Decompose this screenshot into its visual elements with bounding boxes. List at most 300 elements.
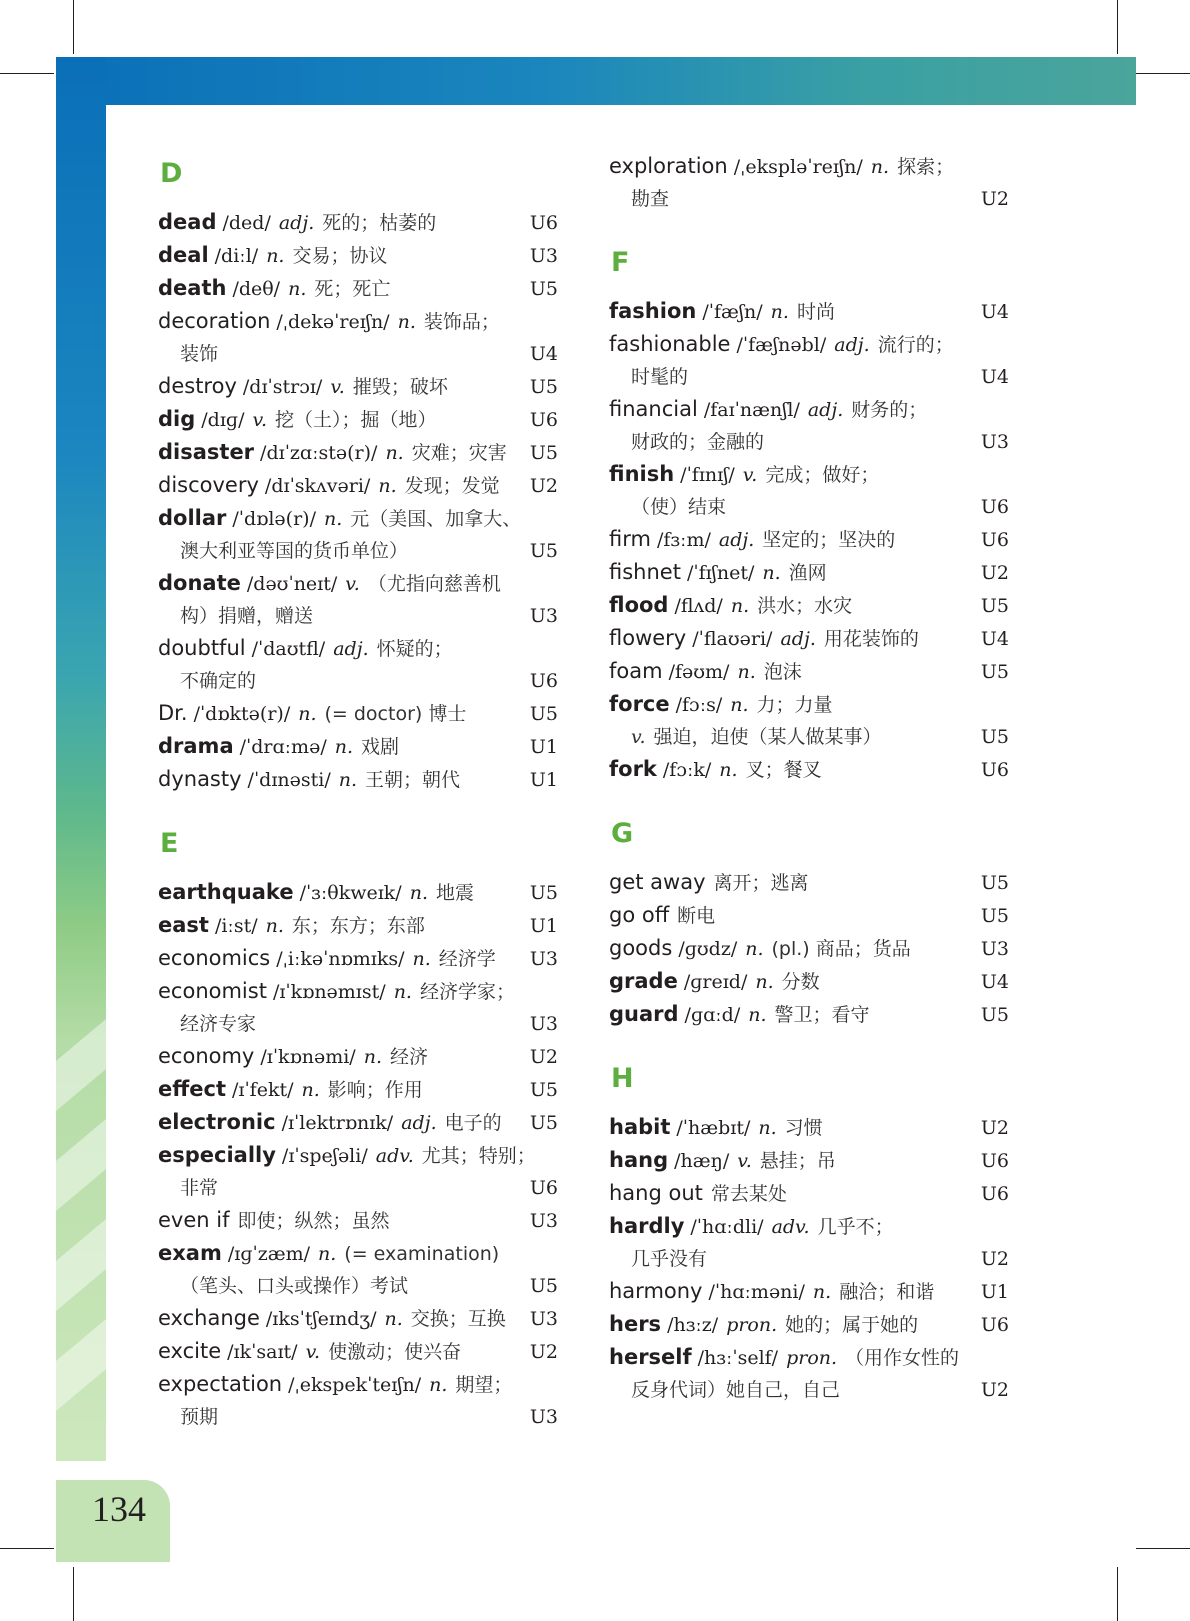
entry-part-of-speech: adj. (278, 212, 315, 234)
entry-unit: U3 (529, 605, 558, 627)
entry-unit: U6 (980, 1314, 1009, 1336)
entry-line (609, 688, 971, 721)
glossary-entry (158, 305, 558, 370)
entry-unit: U5 (980, 595, 1009, 617)
entry-unit: U6 (980, 1183, 1009, 1205)
entry-word: even if (158, 1208, 230, 1232)
entry-unit: U6 (529, 212, 558, 234)
entry-definition: (= doctor) 博士 (324, 703, 467, 725)
entry-definition: 用花装饰的 (823, 628, 919, 650)
entry-word: finish (609, 462, 675, 486)
glossary-entry (609, 1210, 1009, 1275)
entry-definition: 非常 (180, 1177, 219, 1199)
entry-line (609, 295, 971, 328)
glossary-entry (609, 622, 1009, 655)
entry-definition: 地震 (436, 882, 475, 904)
entry-part-of-speech: n. (762, 562, 781, 584)
glossary-entry (158, 567, 558, 632)
entry-definition: 即使；纵然；虽然 (237, 1210, 390, 1232)
entry-phonetic: /ˈdɒlə(r)/ (232, 508, 316, 530)
entry-word: especially (158, 1143, 276, 1167)
entry-unit: U3 (529, 1013, 558, 1035)
entry-word: hers (609, 1312, 662, 1336)
glossary-entry (158, 876, 558, 909)
glossary-entry (158, 1073, 558, 1106)
entry-part-of-speech: n. (412, 948, 431, 970)
entry-phonetic: /dəʊˈneɪt/ (246, 573, 338, 595)
entry-word: financial (609, 397, 698, 421)
entry-line (158, 436, 520, 469)
glossary-entry (609, 150, 1009, 215)
letter-section (158, 158, 558, 796)
entry-word: hardly (609, 1214, 685, 1238)
entry-definition: 完成；做好； (765, 464, 880, 486)
entry-phonetic: /ɪkˈsaɪt/ (227, 1341, 298, 1363)
entry-line (158, 567, 520, 600)
entry-word: force (609, 692, 670, 716)
entry-part-of-speech: adj. (401, 1112, 437, 1134)
entry-definition-continued (609, 361, 971, 393)
entry-word: guard (609, 1002, 679, 1026)
entry-unit: U5 (529, 442, 558, 464)
header-bar (56, 57, 1136, 105)
entry-definition: 探索； (897, 156, 955, 178)
entry-part-of-speech: n. (384, 1308, 403, 1330)
entry-line (609, 150, 971, 183)
entry-part-of-speech: pron. (786, 1347, 838, 1369)
entry-unit: U1 (980, 1281, 1009, 1303)
entry-definition: （尤指向慈善机 (367, 573, 501, 595)
entry-line (158, 370, 520, 403)
glossary-entry (609, 899, 1009, 932)
entry-line (158, 876, 520, 909)
entry-definition: 时髦的 (631, 366, 689, 388)
section-letter: F (611, 247, 630, 278)
glossary-entry (158, 436, 558, 469)
entry-phonetic: /ˈhɑːməni/ (708, 1281, 805, 1303)
entry-phonetic: /ˌekspekˈteɪʃn/ (288, 1374, 422, 1396)
glossary-entry (609, 589, 1009, 622)
entry-phonetic: /dɪˈskʌvəri/ (264, 475, 371, 497)
entry-phonetic: /ɡreɪd/ (683, 971, 748, 993)
glossary-entry (158, 942, 558, 975)
entry-line (609, 328, 971, 361)
entry-definition: 装饰品； (423, 311, 500, 333)
crop-mark (1136, 73, 1190, 74)
entry-line (609, 622, 971, 655)
entry-line (609, 899, 971, 932)
glossary-entry (158, 763, 558, 796)
entry-definition: 洪水；水灾 (757, 595, 853, 617)
glossary-entry (158, 1368, 558, 1433)
entry-definition: 时尚 (796, 301, 835, 323)
entry-part-of-speech: n. (298, 703, 317, 725)
entry-definition: 构）捐赠，赠送 (180, 605, 314, 627)
entry-unit: U2 (980, 188, 1009, 210)
entry-part-of-speech: adj. (834, 334, 870, 356)
glossary-entry (609, 932, 1009, 965)
entry-unit: U2 (529, 1046, 558, 1068)
entry-line (158, 1204, 520, 1237)
entry-word: flood (609, 593, 669, 617)
entry-phonetic: /ɡʊdz/ (678, 938, 738, 960)
entry-unit: U4 (529, 343, 558, 365)
entry-phonetic: /ˈhæbɪt/ (676, 1117, 751, 1139)
entry-word: flowery (609, 626, 687, 650)
entry-definition: （笔头、口头或操作）考试 (180, 1275, 409, 1297)
entry-unit: U2 (980, 1248, 1009, 1270)
entry-unit: U5 (980, 726, 1009, 748)
entry-line (158, 1237, 520, 1270)
entry-line (158, 1368, 520, 1401)
entry-definition: 财政的；金融的 (631, 431, 765, 453)
entry-line (609, 1111, 971, 1144)
entry-phonetic: /fɔːk/ (662, 759, 712, 781)
entry-phonetic: /ɡɑːd/ (684, 1004, 741, 1026)
entry-definition-continued (158, 1270, 520, 1302)
entry-definition: 经济学 (438, 948, 496, 970)
entry-part-of-speech: n. (730, 595, 750, 617)
entry-definition: 习惯 (784, 1117, 823, 1139)
entry-phonetic: /faɪˈnænʃl/ (703, 399, 800, 421)
entry-part-of-speech: n. (334, 736, 354, 758)
entry-word: discovery (158, 473, 259, 497)
entry-part-of-speech: n. (397, 311, 416, 333)
entry-definition-continued (158, 535, 520, 567)
entry-definition: 交易；协议 (292, 245, 388, 267)
entry-definition: 悬挂；吊 (759, 1150, 836, 1172)
entry-unit: U6 (980, 759, 1009, 781)
entry-line (158, 1302, 520, 1335)
glossary-entry (158, 909, 558, 942)
glossary-entry (158, 1237, 558, 1302)
entry-phonetic: /ˈfɪʃnet/ (686, 562, 755, 584)
entry-word: economics (158, 946, 271, 970)
entry-unit: U1 (529, 915, 558, 937)
entry-part-of-speech: adj. (780, 628, 816, 650)
entry-word: fork (609, 757, 657, 781)
entry-line (609, 1177, 971, 1210)
entry-line (158, 909, 520, 942)
entry-definition: 戏剧 (361, 736, 400, 758)
entry-definition: （使）结束 (631, 496, 727, 518)
entry-part-of-speech: v. (742, 464, 758, 486)
entry-definition: 常去某处 (710, 1183, 787, 1205)
entry-word: exchange (158, 1306, 260, 1330)
entry-part-of-speech: n. (748, 1004, 767, 1026)
glossary-entry (158, 1139, 558, 1204)
entry-definition-continued (158, 1401, 520, 1433)
entry-definition-continued (158, 1008, 520, 1040)
entry-word: expectation (158, 1372, 283, 1396)
section-letter: D (160, 158, 183, 189)
entry-phonetic: /fəʊm/ (668, 661, 730, 683)
glossary-entry (158, 469, 558, 502)
entry-phonetic: /fɔːs/ (675, 694, 723, 716)
entry-unit: U5 (529, 1275, 558, 1297)
entry-unit: U6 (529, 1177, 558, 1199)
glossary-entry (158, 206, 558, 239)
entry-phonetic: /ˈfæʃnəbl/ (736, 334, 827, 356)
entry-part-of-speech: n. (318, 1243, 337, 1265)
entry-unit: U5 (529, 1079, 558, 1101)
glossary-entry (609, 458, 1009, 523)
entry-part-of-speech: n. (812, 1281, 832, 1303)
entry-unit: U2 (529, 475, 558, 497)
entry-part-of-speech: n. (758, 1117, 777, 1139)
entry-line (609, 523, 971, 556)
glossary-entry (609, 523, 1009, 556)
entry-line (158, 305, 520, 338)
entry-word: dead (158, 210, 217, 234)
entry-phonetic: /ˌdekəˈreɪʃn/ (276, 311, 390, 333)
entry-phonetic: /hæŋ/ (674, 1150, 730, 1172)
entry-word: herself (609, 1345, 692, 1369)
entry-part-of-speech: n. (338, 769, 358, 791)
entry-part-of-speech: n. (745, 938, 764, 960)
glossary-entry (158, 239, 558, 272)
glossary-entry (158, 403, 558, 436)
entry-word: decoration (158, 309, 271, 333)
entry-unit: U3 (529, 948, 558, 970)
entry-word: foam (609, 659, 663, 683)
entry-part-of-speech: adv. (771, 1216, 810, 1238)
entry-phonetic: /dɪɡ/ (201, 409, 245, 431)
entry-unit: U4 (980, 628, 1009, 650)
entry-definition: 警卫；看守 (774, 1004, 870, 1026)
entry-unit: U6 (529, 409, 558, 431)
glossary-column-right (609, 150, 1009, 1406)
entry-part-of-speech: n. (409, 882, 428, 904)
entry-phonetic: /ˌekspləˈreɪʃn/ (733, 156, 863, 178)
entry-definition: 不确定的 (180, 670, 257, 692)
entry-phonetic: /ɪɡˈzæm/ (227, 1243, 310, 1265)
entry-line (158, 1040, 520, 1073)
entry-definition: 使激动；使兴奋 (328, 1341, 462, 1363)
glossary-entry (609, 1308, 1009, 1341)
entry-part-of-speech: adv. (375, 1145, 414, 1167)
entry-part-of-speech: n. (755, 971, 774, 993)
entry-unit: U1 (529, 769, 558, 791)
entry-definition: 渔网 (788, 562, 827, 584)
entry-definition: 力；力量 (756, 694, 833, 716)
entry-unit: U6 (980, 496, 1009, 518)
entry-word: fashionable (609, 332, 731, 356)
entry-line (609, 655, 971, 688)
entry-unit: U5 (980, 1004, 1009, 1026)
entry-unit: U2 (529, 1341, 558, 1363)
entry-line (158, 763, 520, 796)
entry-phonetic: /diːl/ (214, 245, 259, 267)
entry-definition-continued (609, 1243, 971, 1275)
entry-word: excite (158, 1339, 222, 1363)
entry-part-of-speech: n. (385, 442, 404, 464)
entry-definition: 几乎没有 (631, 1248, 708, 1270)
entry-line (609, 1210, 971, 1243)
entry-definition: 死的；枯萎的 (322, 212, 437, 234)
entry-definition: 元（美国、加拿大、 (350, 508, 522, 530)
glossary-entry (158, 1335, 558, 1368)
entry-phonetic: /ded/ (222, 212, 271, 234)
entry-phonetic: /ɪˈfekt/ (231, 1079, 294, 1101)
entry-definition: 反身代词）她自己，自己 (631, 1379, 841, 1401)
entry-definition: 融洽；和谐 (839, 1281, 935, 1303)
glossary-entry (158, 632, 558, 697)
entry-unit: U5 (529, 376, 558, 398)
glossary-entry (609, 866, 1009, 899)
glossary-entry (609, 753, 1009, 786)
glossary-entry (609, 1111, 1009, 1144)
entry-definition: 勘查 (631, 188, 670, 210)
entry-word: destroy (158, 374, 237, 398)
entry-line (609, 753, 971, 786)
entry-part-of-speech: n. (719, 759, 738, 781)
glossary-entry (158, 975, 558, 1040)
entry-part-of-speech: v. (345, 573, 360, 595)
entry-unit: U6 (529, 670, 558, 692)
entry-phonetic: /ɪˈkɒnəmi/ (260, 1046, 356, 1068)
glossary-entry (609, 556, 1009, 589)
entry-definition-continued (609, 183, 971, 215)
glossary-column-left (158, 150, 558, 1433)
entry-line (158, 697, 520, 730)
entry-word: disaster (158, 440, 255, 464)
entry-part-of-speech: n. (870, 156, 890, 178)
entry-word: donate (158, 571, 241, 595)
glossary-entry (609, 295, 1009, 328)
entry-definition-continued (158, 338, 520, 370)
glossary-entry (158, 1106, 558, 1139)
glossary-entry (609, 328, 1009, 393)
entry-definition-continued (609, 491, 971, 523)
glossary-entry (158, 1302, 558, 1335)
entry-word: Dr. (158, 701, 188, 725)
entry-unit: U1 (529, 736, 558, 758)
entry-unit: U4 (980, 366, 1009, 388)
entry-definition-continued (158, 1172, 520, 1204)
entry-word: deal (158, 243, 209, 267)
entry-phonetic: /deθ/ (232, 278, 281, 300)
entry-word: doubtful (158, 636, 246, 660)
entry-unit: U3 (529, 1210, 558, 1232)
glossary-entry (158, 272, 558, 305)
entry-part-of-speech: n. (323, 508, 343, 530)
entry-part-of-speech: n. (266, 245, 285, 267)
entry-definition: 怀疑的； (376, 638, 453, 660)
entry-unit: U3 (980, 431, 1009, 453)
crop-mark (1136, 1548, 1190, 1549)
entry-word: go off (609, 903, 670, 927)
entry-unit: U5 (529, 882, 558, 904)
crop-mark (73, 0, 74, 54)
entry-unit: U2 (980, 1379, 1009, 1401)
entry-line (609, 1275, 971, 1308)
entry-definition: 离开；逃离 (713, 872, 809, 894)
entry-part-of-speech: adj. (807, 399, 844, 421)
entry-phonetic: /dɪˈzɑːstə(r)/ (260, 442, 378, 464)
letter-section (609, 1063, 1009, 1406)
entry-line (609, 998, 971, 1031)
entry-definition: 她的；属于她的 (785, 1314, 919, 1336)
entry-line (609, 1341, 971, 1374)
entry-word: east (158, 913, 209, 937)
entry-definition: 发现；发觉 (404, 475, 500, 497)
entry-definition-continued (158, 665, 520, 697)
entry-definition: (pl.) 商品；货品 (771, 938, 911, 960)
glossary-entry (158, 730, 558, 763)
entry-phonetic: /ˈhɑːdli/ (690, 1216, 764, 1238)
glossary-entry (609, 688, 1009, 753)
entry-phonetic: /flʌd/ (674, 595, 723, 617)
entry-definition: 摧毁；破坏 (352, 376, 448, 398)
entry-part-of-speech: v. (631, 726, 646, 748)
entry-word: drama (158, 734, 234, 758)
entry-phonetic: /ˈɜːθkweɪk/ (299, 882, 402, 904)
entry-unit: U3 (529, 1406, 558, 1428)
entry-definition-continued (609, 721, 971, 753)
entry-line (158, 730, 520, 763)
entry-definition-continued (609, 426, 971, 458)
entry-phonetic: /ɪksˈtʃeɪndʒ/ (265, 1308, 377, 1330)
entry-word: electronic (158, 1110, 276, 1134)
entry-part-of-speech: n. (378, 475, 397, 497)
glossary-entry (609, 1275, 1009, 1308)
entry-word: earthquake (158, 880, 294, 904)
section-letter: G (611, 818, 634, 849)
entry-unit: U5 (529, 1112, 558, 1134)
entry-definition: 强迫，迫使（某人做某事） (653, 726, 882, 748)
entry-unit: U5 (529, 278, 558, 300)
entry-word: hang (609, 1148, 669, 1172)
entry-definition: 影响；作用 (327, 1079, 423, 1101)
entry-word: habit (609, 1115, 671, 1139)
entry-line (158, 502, 520, 535)
entry-definition: 坚定的；坚决的 (762, 529, 896, 551)
entry-definition: (= examination) (344, 1243, 500, 1265)
entry-line (609, 965, 971, 998)
entry-phonetic: /ˈfɪnɪʃ/ (680, 464, 735, 486)
crop-mark (1117, 0, 1118, 54)
entry-word: fashion (609, 299, 697, 323)
entry-line (158, 942, 520, 975)
entry-line (158, 1073, 520, 1106)
entry-part-of-speech: v. (305, 1341, 321, 1363)
entry-part-of-speech: v. (737, 1150, 752, 1172)
entry-line (158, 403, 520, 436)
entry-phonetic: /ˈflaʊəri/ (692, 628, 773, 650)
entry-phonetic: /ˌiːkəˈnɒmɪks/ (276, 948, 405, 970)
glossary-entry (609, 655, 1009, 688)
entry-definition: 电子的 (444, 1112, 502, 1134)
glossary-entry (609, 393, 1009, 458)
letter-section (158, 828, 558, 1433)
entry-word: dollar (158, 506, 227, 530)
entry-unit: U5 (980, 661, 1009, 683)
entry-phonetic: /ɪˈlektrɒnɪk/ (281, 1112, 394, 1134)
entry-phonetic: /ɪˈspeʃəli/ (281, 1145, 368, 1167)
entry-word: grade (609, 969, 678, 993)
entry-line (609, 458, 971, 491)
entry-definition: 期望； (455, 1374, 513, 1396)
entry-part-of-speech: pron. (726, 1314, 778, 1336)
entry-definition: 死；死亡 (314, 278, 391, 300)
letter-section (609, 150, 1009, 215)
entry-unit: U5 (980, 872, 1009, 894)
letter-section (609, 818, 1009, 1031)
entry-unit: U5 (529, 703, 558, 725)
entry-definition: 装饰 (180, 343, 219, 365)
entry-word: dig (158, 407, 196, 431)
